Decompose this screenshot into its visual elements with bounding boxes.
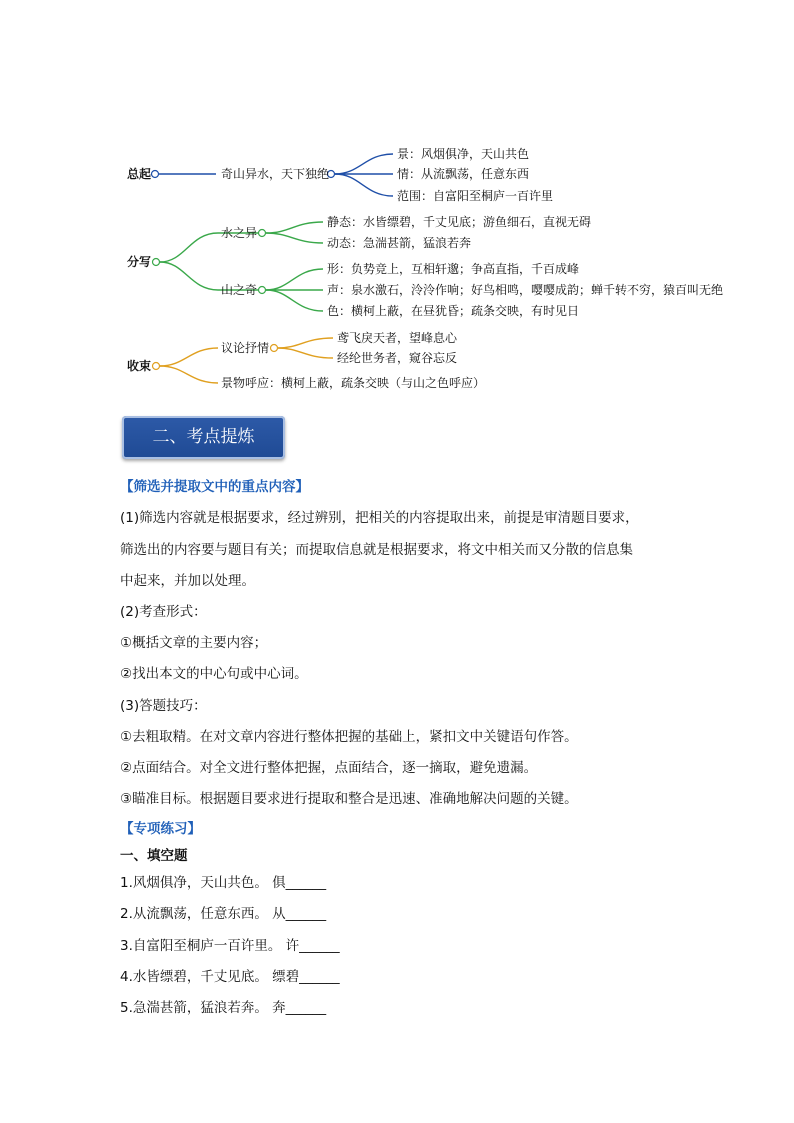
mindmap-leaf: 形：负势竞上，互相轩邈；争高直指，千百成峰 (327, 262, 580, 276)
point1-line3: 中起来，并加以处理。 (120, 573, 255, 589)
point3-item2: ②点面结合。对全文进行整体把握，点面结合，逐一摘取，避免遗漏。 (120, 760, 538, 776)
exercise-section-title: 一、填空题 (120, 848, 188, 864)
mindmap-root-shoushu: 收束 (127, 359, 152, 373)
exercise-item: 1.风烟俱净，天山共色。 俱______ (120, 875, 327, 891)
mindmap-root-zongqi: 总起 (127, 167, 152, 181)
mindmap-leaf: 经纶世务者，窥谷忘反 (337, 351, 458, 365)
mindmap-node-dot (259, 230, 266, 237)
mindmap-leaf: 静态：水皆缥碧，千丈见底；游鱼细石，直视无碍 (327, 215, 592, 229)
mindmap-branch: 议论抒情 (221, 341, 270, 355)
mindmap-node-dot (259, 287, 266, 294)
mindmap-leaf: 情：从流飘荡，任意东西 (397, 167, 530, 181)
point2-item2: ②找出本文的中心句或中心词。 (120, 666, 308, 682)
point1-line2: 筛选出的内容要与题目有关；而提取信息就是根据要求，将文中相关而又分散的信息集 (120, 542, 633, 558)
point3-title: (3)答题技巧： (120, 698, 207, 714)
mindmap-node-dot (153, 363, 160, 370)
mindmap-node-dot (271, 345, 278, 352)
mindmap-leaf: 动态：急湍甚箭，猛浪若奔 (327, 236, 472, 250)
mindmap-root-fenxie: 分写 (127, 255, 152, 269)
point1-line1: (1)筛选内容就是根据要求，经过辨别，把相关的内容提取出来，前提是审清题目要求， (120, 510, 639, 526)
point2-title: (2)考查形式： (120, 604, 207, 620)
mindmap-leaf: 范围：自富阳至桐庐一百许里 (397, 189, 554, 203)
point3-item1: ①去粗取精。在对文章内容进行整体把握的基础上，紧扣文中关键语句作答。 (120, 729, 578, 745)
mindmap-branch: 山之奇 (221, 283, 258, 297)
point3-item3: ③瞄准目标。根据题目要求进行提取和整合是迅速、准确地解决问题的关键。 (120, 791, 578, 807)
exercise-item: 2.从流飘荡，任意东西。 从______ (120, 906, 327, 922)
mindmap-leaf: 声：泉水激石，泠泠作响；好鸟相鸣，嘤嘤成韵；蝉千转不穷，猿百叫无绝 (327, 283, 724, 297)
heading-practice: 【专项练习】 (120, 821, 201, 837)
mindmap-branch: 水之异 (221, 226, 258, 240)
point2-item1: ①概括文章的主要内容； (120, 635, 268, 651)
mindmap-leaf: 景：风烟俱净，天山共色 (397, 147, 530, 161)
mindmap-branch: 景物呼应：横柯上蔽，疏条交映（与山之色呼应） (221, 376, 486, 390)
mindmap-node-dot (153, 259, 160, 266)
mindmap-leaf: 色：横柯上蔽，在昼犹昏；疏条交映，有时见日 (327, 304, 580, 318)
exercise-item: 5.急湍甚箭，猛浪若奔。 奔______ (120, 1000, 327, 1016)
mindmap-node-dot (152, 171, 159, 178)
exercise-item: 3.自富阳至桐庐一百许里。 许______ (120, 938, 340, 954)
exercise-item: 4.水皆缥碧，千丈见底。 缥碧______ (120, 969, 340, 985)
mindmap-leaf: 鸢飞戾天者，望峰息心 (337, 331, 458, 345)
mind-map (0, 0, 794, 400)
section-title-badge: 二、考点提炼 (122, 416, 285, 459)
heading-key-content: 【筛选并提取文中的重点内容】 (120, 479, 309, 495)
mindmap-branch: 奇山异水，天下独绝 (221, 167, 330, 181)
